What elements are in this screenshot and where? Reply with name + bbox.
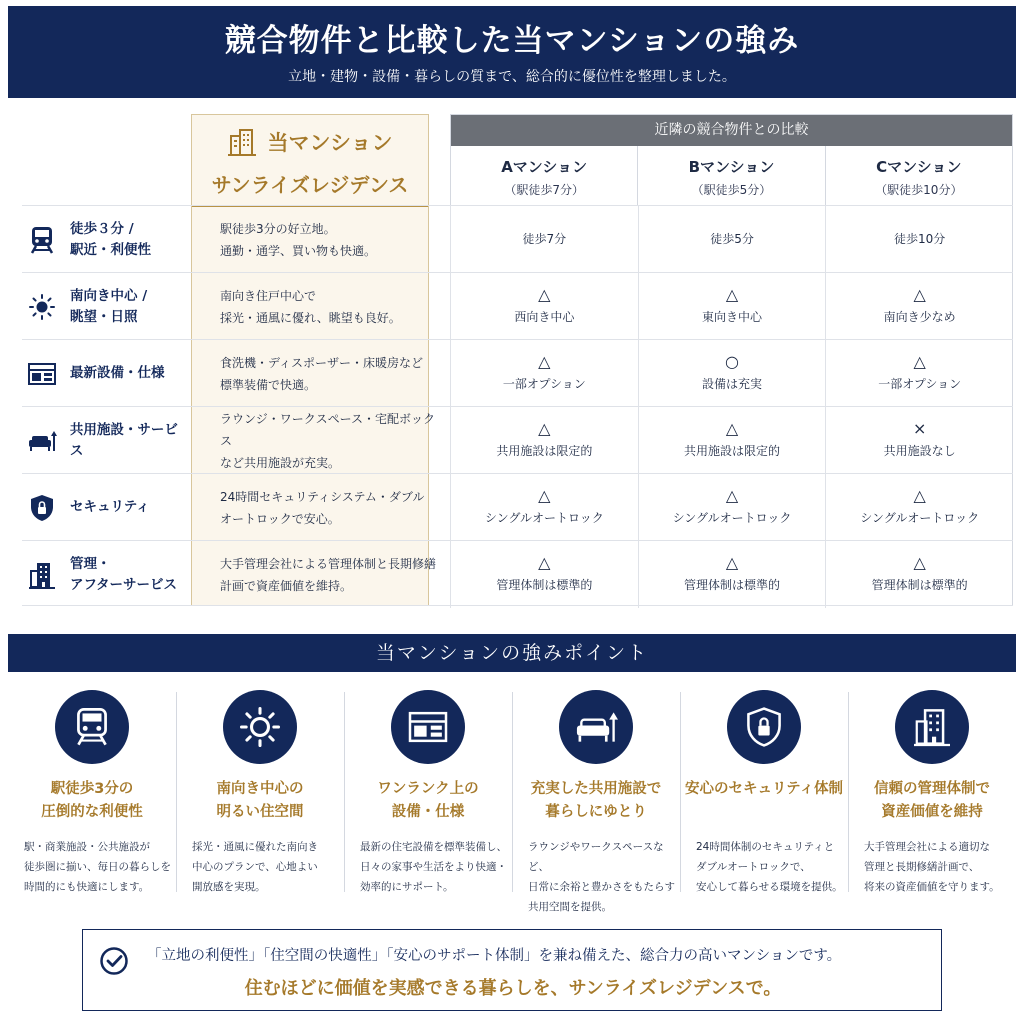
competitor-distance: （駅徒歩10分）: [875, 183, 963, 197]
competitor-header-c: [825, 146, 1012, 205]
our-property-label: 当マンション: [267, 131, 393, 155]
strength-title: 信頼の管理体制で 資産価値を維持: [874, 781, 990, 820]
comparison-row-equipment: [22, 339, 1013, 406]
feature-label: 管理・ アフターサービス: [70, 555, 178, 593]
competitor-header-a: [451, 146, 637, 205]
building-icon: [29, 561, 55, 589]
strength-points: [8, 672, 1016, 913]
check-circle-icon: [99, 946, 129, 976]
page-header: [8, 6, 1016, 98]
strength-point-security: [680, 672, 848, 898]
our-property-cell: 駅徒歩3分の好立地。 通勤・通学、買い物も快適。: [220, 221, 377, 258]
competitor-cell: 徒歩10分: [825, 206, 1013, 273]
competitor-distance: （駅徒歩7分）: [504, 183, 584, 197]
shield-lock-icon: [30, 494, 54, 522]
kitchen-icon: [407, 709, 449, 745]
strength-title: ワンランク上の 設備・仕様: [377, 781, 479, 820]
strength-point-access: [8, 672, 176, 898]
competitor-cell: △ 共用施設は限定的: [638, 407, 826, 474]
strength-point-facilities: [512, 672, 680, 913]
competitor-cell: △ 一部オプション: [825, 340, 1013, 407]
our-property-cell: 食洗機・ディスポーザー・床暖房など 標準装備で快適。: [220, 355, 424, 392]
competitor-banner: 近隣の競合物件との比較: [451, 115, 1012, 146]
competitor-cell: △ 西向き中心: [450, 273, 638, 340]
competitor-cell: △ 管理体制は標準的: [638, 541, 826, 608]
sofa-lamp-icon: [574, 709, 618, 745]
strength-description: 採光・通風に優れた南向き 中心のプランで、心地よい 開放感を実現。: [192, 841, 318, 893]
our-property-cell: ラウンジ・ワークスペース・宅配ボックス など共用施設が充実。: [220, 411, 435, 470]
competitor-cell: ○ 設備は充実: [638, 340, 826, 407]
competitor-cell: × 共用施設なし: [825, 407, 1013, 474]
our-property-name: サンライズレジデンス: [211, 173, 409, 197]
competitor-cell: △ シングルオートロック: [825, 474, 1013, 541]
competitor-cell: 徒歩7分: [450, 206, 638, 273]
competitor-cell: △ 共用施設は限定的: [450, 407, 638, 474]
building-icon: [227, 127, 257, 157]
building-icon: [914, 707, 950, 747]
competitor-header-b: [637, 146, 824, 205]
summary-line-2: 住むほどに価値を実感できる暮らしを、サンライズレジデンスで。: [244, 978, 782, 999]
competitor-name: Bマンション: [688, 158, 775, 176]
our-property-header: [192, 115, 428, 207]
strength-title: 南向き中心の 明るい住空間: [216, 781, 304, 820]
sun-icon: [240, 707, 280, 747]
competitor-name: Aマンション: [501, 158, 588, 176]
competitor-cell: △ 管理体制は標準的: [450, 541, 638, 608]
strength-description: 最新の住宅設備を標準装備し、 日々の家事や生活をより快適・ 効率的にサポート。: [360, 841, 507, 893]
train-icon: [29, 226, 55, 254]
strength-description: ラウンジやワークスペースなど、 日常に余裕と豊かさをもたらす 共用空間を提供。: [528, 841, 675, 913]
comparison-row-facilities: [22, 406, 1013, 473]
strength-description: 24時間体制のセキュリティと ダブルオートロックで、 安心して暮らせる環境を提供。: [696, 841, 843, 893]
comparison-row-access: [22, 205, 1013, 272]
page-subtitle: 立地・建物・設備・暮らしの質まで、総合的に優位性を整理しました。: [288, 69, 736, 85]
strength-description: 大手管理会社による適切な 管理と長期修繕計画で、 将来の資産価値を守ります。: [864, 841, 1000, 893]
summary-line-1: 「立地の利便性」「住空間の快適性」「安心のサポート体制」を兼ね備えた、総合力の高いマンションです。: [147, 948, 842, 964]
comparison-row-security: [22, 473, 1013, 540]
feature-label: 徒歩３分 / 駅近・利便性: [70, 220, 151, 258]
shield-lock-icon: [747, 707, 781, 747]
strength-title: 充実した共用施設で 暮らしにゆとり: [530, 781, 662, 820]
our-property-cell: 24時間セキュリティシステム・ダブル オートロックで安心。: [220, 489, 425, 526]
kitchen-icon: [27, 361, 57, 387]
feature-label: 南向き中心 / 眺望・日照: [70, 287, 148, 325]
competitor-cell: △ 南向き少なめ: [825, 273, 1013, 340]
table-bottom-divider: [22, 605, 1013, 606]
strength-point-management: [848, 672, 1016, 898]
comparison-row-orientation: [22, 272, 1013, 339]
feature-label: セキュリティ: [70, 499, 150, 515]
competitor-cell: 徒歩5分: [638, 206, 826, 273]
competitor-cell: △ シングルオートロック: [450, 474, 638, 541]
sun-icon: [29, 294, 55, 320]
strength-description: 駅・商業施設・公共施設が 徒歩圏に揃い、毎日の暮らしを 時間的にも快適にします。: [24, 841, 171, 893]
competitor-name: Cマンション: [876, 158, 962, 176]
competitor-cell: △ 東向き中心: [638, 273, 826, 340]
competitor-cell: △ 一部オプション: [450, 340, 638, 407]
competitor-cell: △ 管理体制は標準的: [825, 541, 1013, 608]
our-property-cell: 大手管理会社による管理体制と長期修繕 計画で資産価値を維持。: [220, 556, 437, 593]
page-title: 競合物件と比較した当マンションの強み: [224, 23, 800, 59]
strength-title: 駅徒歩3分の 圧倒的な利便性: [41, 781, 143, 820]
summary-box: [82, 929, 942, 1011]
strengths-banner: 当マンションの強みポイント: [8, 634, 1016, 672]
our-property-cell: 南向き住戸中心で 採光・通風に優れ、眺望も良好。: [220, 288, 401, 325]
strength-point-sunlight: [176, 672, 344, 898]
feature-label: 最新設備・仕様: [70, 365, 165, 381]
competitor-distance: （駅徒歩5分）: [691, 183, 772, 197]
strength-point-equipment: [344, 672, 512, 898]
train-icon: [74, 708, 110, 746]
strength-title: 安心のセキュリティ体制: [684, 781, 844, 797]
sofa-icon: [27, 429, 57, 453]
competitor-cell: △ シングルオートロック: [638, 474, 826, 541]
feature-label: 共用施設・サービス: [69, 421, 178, 459]
comparison-row-management: [22, 540, 1013, 607]
